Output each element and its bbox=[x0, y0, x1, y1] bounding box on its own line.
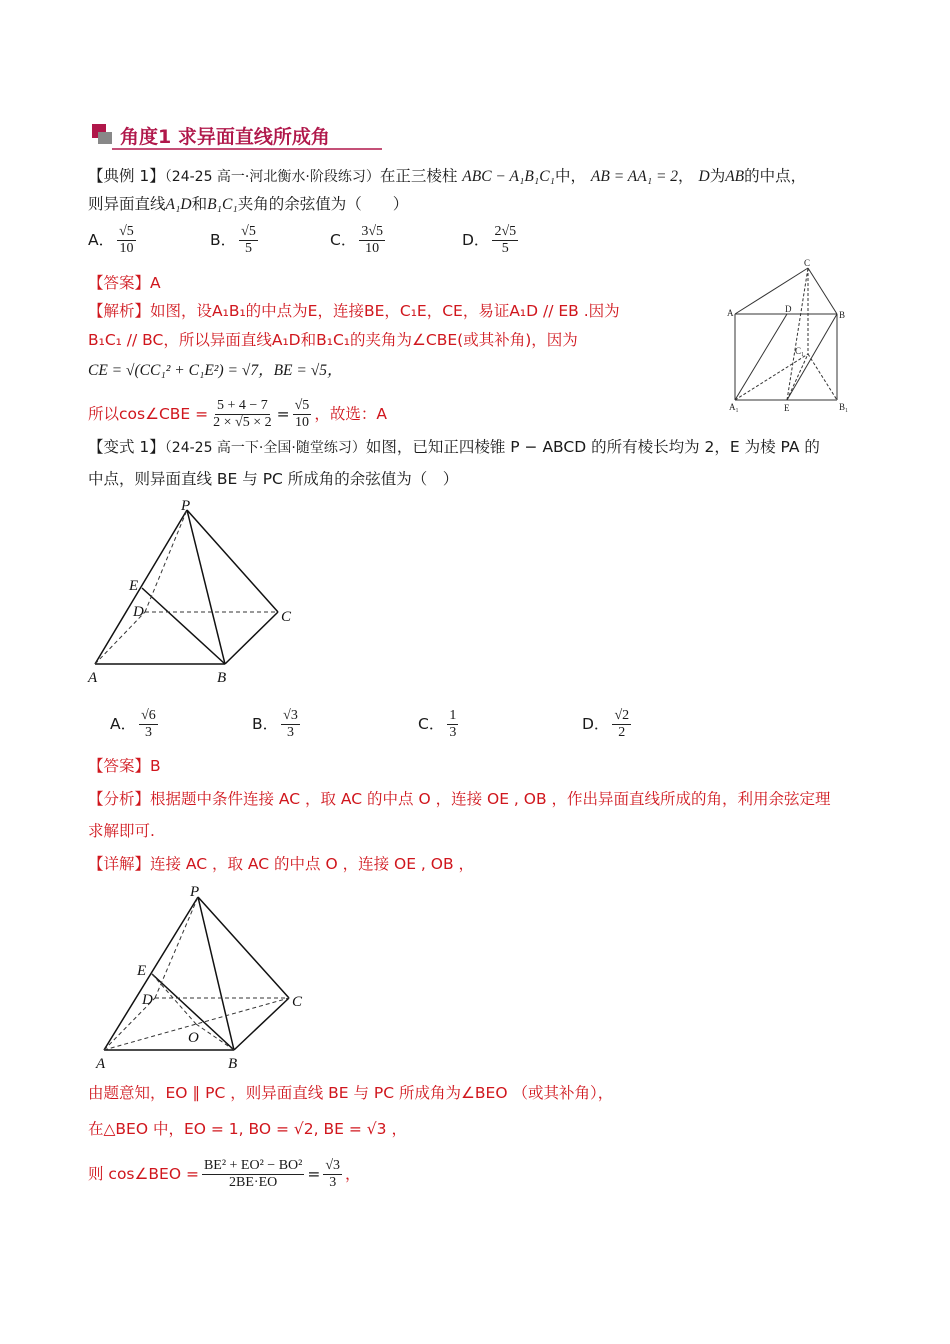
example1-solution-line1: 【解析】如图，设A₁B₁的中点为E，连接BE，C₁E，CE，易证A₁D // EB .因为 bbox=[88, 302, 620, 320]
example1-option-d: D． $\frac{2√5}{5}$ bbox=[462, 224, 517, 256]
fraction: $\frac{√3}{3}$ bbox=[325, 1158, 341, 1190]
example1-solution-line2: B₁C₁ // BC，所以异面直线A₁D和B₁C₁的夹角为∠CBE(或其补角)，因为 bbox=[88, 331, 578, 349]
variation1-option-a: A． $\frac{√6}{3}$ bbox=[110, 708, 156, 740]
fraction: $\frac{2√5}{5}$ bbox=[494, 224, 517, 256]
label-a1: A₁ bbox=[729, 402, 739, 412]
fraction: $\frac{5 + 4 - 7}{2 \times √5 \times 2}$ bbox=[213, 398, 272, 430]
fraction: $\frac{√6}{3}$ bbox=[141, 708, 156, 740]
example1-answer: 【答案】A bbox=[88, 274, 161, 292]
example1-solution-line3: CE = √(CC₁² + C₁E²) = √7，BE = √5， bbox=[88, 362, 343, 379]
variation1-option-b: B． $\frac{√3}{3}$ bbox=[252, 708, 298, 740]
label-e: E bbox=[137, 963, 147, 979]
example1-option-c: C． $\frac{3√5}{10}$ bbox=[330, 224, 384, 256]
example1-option-a: A． $\frac{√5}{10}$ bbox=[88, 224, 134, 256]
variation1-detail-line1: 由题意知，EO ∥ PC ，则异面直线 BE 与 PC 所成角为∠BEO （或其补角）， bbox=[88, 1084, 614, 1102]
pyramid-figure-2 bbox=[92, 880, 317, 1075]
example1-stem-line2: 则异面直线A₁D和B₁C₁夹角的余弦值为（ ） bbox=[88, 195, 409, 213]
label-d: D bbox=[133, 604, 144, 620]
label-p: P bbox=[190, 884, 200, 900]
fraction: $\frac{1}{3}$ bbox=[449, 708, 457, 740]
fraction: $\frac{√5}{5}$ bbox=[241, 224, 256, 256]
fraction: $\frac{√2}{2}$ bbox=[614, 708, 630, 740]
label-a: A bbox=[88, 670, 98, 686]
variation1-option-d: D． $\frac{√2}{2}$ bbox=[582, 708, 630, 740]
variation1-detail-line3: 则 cos∠BEO = $\frac{\text{BE² + EO² − BO²}}{2BE\cdot EO}$ = $\frac{√3}{3}$ ， bbox=[88, 1158, 361, 1190]
variation1-stem-line1: 【变式 1】（24-25 高一下·全国·随堂练习）如图，已知正四棱锥 P − ABCD 的所有棱长均为 2，E 为棱 PA 的 bbox=[88, 438, 820, 456]
label-c: C bbox=[292, 994, 303, 1010]
section-title: 角度1 求异面直线所成角 bbox=[120, 126, 330, 148]
example1-option-b: B． $\frac{√5}{5}$ bbox=[210, 224, 256, 256]
label-p: P bbox=[181, 498, 191, 514]
label-b: B bbox=[228, 1056, 238, 1072]
example1-stem-line1: 【典例 1】（24-25 高一·河北衡水·阶段练习）在正三棱柱 ABC − A₁B₁C₁中， AB = AA₁ = 2， D为AB的中点， bbox=[88, 167, 807, 185]
label-o: O bbox=[188, 1030, 199, 1046]
fraction: $\frac{√5}{10}$ bbox=[119, 224, 134, 256]
label-c: C bbox=[804, 258, 811, 268]
label-d: D bbox=[785, 304, 792, 314]
variation1-detail: 【详解】连接 AC ，取 AC 的中点 O ，连接 OE , OB ， bbox=[88, 855, 475, 873]
label-a: A bbox=[96, 1056, 106, 1072]
prism-figure bbox=[725, 258, 855, 418]
label-e: E bbox=[129, 578, 139, 594]
fraction: $\frac{3√5}{10}$ bbox=[361, 224, 384, 256]
label-e: E bbox=[784, 403, 790, 413]
label-b: B bbox=[839, 310, 846, 320]
variation1-analysis-line1: 【分析】根据题中条件连接 AC ，取 AC 的中点 O ，连接 OE , OB ，作出异面直线所成的角，利用余弦定理 bbox=[88, 790, 831, 808]
label-a: A bbox=[727, 308, 734, 318]
variation1-analysis-line2: 求解即可. bbox=[88, 822, 155, 840]
label-c1: C₁ bbox=[795, 346, 805, 356]
label-d: D bbox=[142, 992, 153, 1008]
pyramid-figure-1 bbox=[85, 498, 305, 688]
fraction: $\frac{√5}{10}$ bbox=[294, 398, 310, 430]
variation1-answer: 【答案】B bbox=[88, 757, 161, 775]
example1-solution-line4: 所以cos∠CBE = $\frac{5 + 4 - 7}{2 \times √5 \times 2}$ = $\frac{√5}{10}$ ，故选：A bbox=[88, 398, 387, 430]
variation1-stem-line2: 中点，则异面直线 BE 与 PC 所成角的余弦值为（ ） bbox=[88, 470, 459, 488]
variation1-detail-line2: 在△BEO 中，EO = 1, BO = √2, BE = √3 ， bbox=[88, 1120, 407, 1138]
label-b: B bbox=[217, 670, 227, 686]
fraction: $\frac{\text{BE² + EO² − BO²}}{2BE\cdot EO}$ bbox=[203, 1158, 303, 1190]
variation1-option-c: C． $\frac{1}{3}$ bbox=[418, 708, 457, 740]
fraction: $\frac{√3}{3}$ bbox=[283, 708, 298, 740]
label-b1: B₁ bbox=[839, 402, 849, 412]
label-c: C bbox=[281, 609, 292, 625]
